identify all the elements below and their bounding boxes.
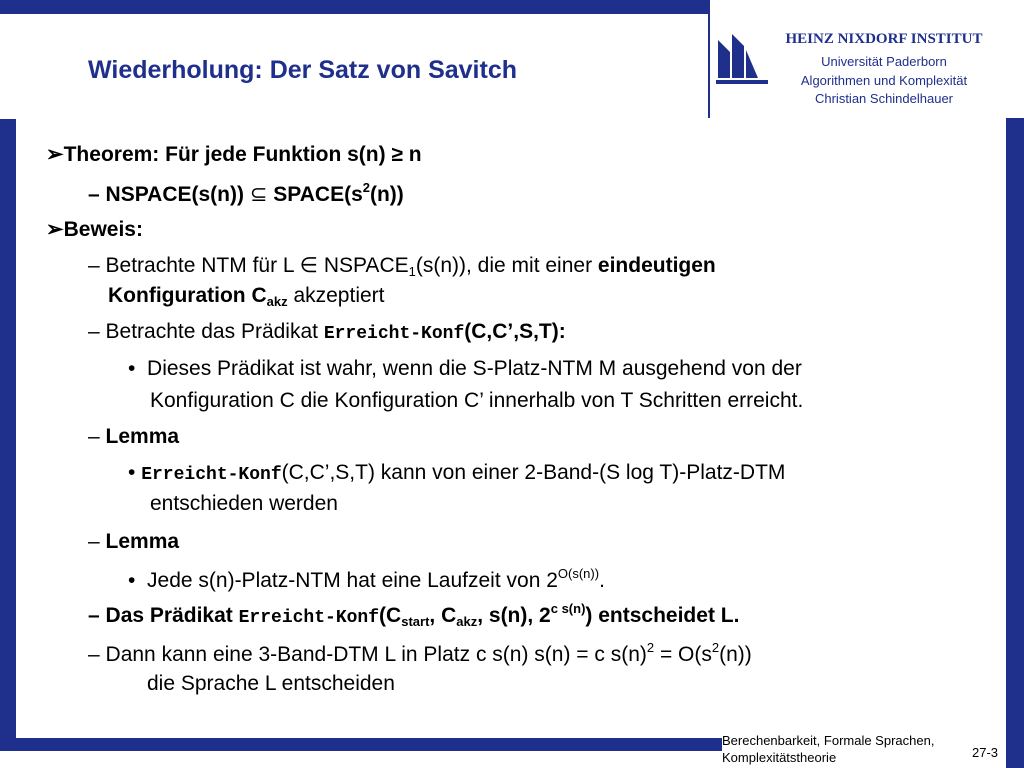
theorem-line: ➢Theorem: Für jede Funktion s(n) ≥ n xyxy=(46,143,422,166)
bottom-accent-bar xyxy=(0,738,722,751)
predicate-decides-line: – Das Prädikat Erreicht-$Konf(C_{start}$, $C_{akz}$, s(n), $2^{c s(n)}$) entscheidet L. xyxy=(88,601,740,629)
institute-author: Christian Schindelhauer xyxy=(814,91,954,106)
institute-group: Algorithmen und Komplexität xyxy=(800,73,968,88)
proof-step-ntm: – Betrachte NTM für L ∈ $NSPACE_1(s(n))$, die mit einer eindeutigen xyxy=(88,254,716,279)
theorem-statement: – NSPACE(s(n)) ⊆ $SPACE(s^2(n))$ xyxy=(88,180,404,206)
page-number: 27-3 xyxy=(972,745,999,760)
slide-title: Wiederholung: Der Satz von Savitch xyxy=(88,56,518,84)
dot-bullet-icon: • xyxy=(128,461,136,484)
lemma-heading-1: – Lemma xyxy=(88,425,180,448)
lemma-heading-2: – Lemma xyxy=(88,530,180,553)
lemma-1-text: • Erreicht-Konf(C,C’,S,T) kann von einer 2-Band-(S log T)-Platz-DTM xyxy=(128,461,786,485)
dot-bullet-icon: • xyxy=(128,569,136,592)
proof-heading: ➢Beweis: xyxy=(46,218,143,241)
proof-step-ntm-cont: Konfiguration $C_{akz}$ akzeptiert xyxy=(108,284,385,309)
top-accent-bar xyxy=(0,0,708,14)
predicate-explanation-cont: Konfiguration C die Konfiguration C’ innerhalb von T Schritten erreicht. xyxy=(150,389,804,412)
predicate-explanation: • Dieses Prädikat ist wahr, wenn die S-Platz-NTM M ausgehend von der xyxy=(128,357,802,380)
arrow-bullet-icon: ➢ xyxy=(46,143,64,166)
right-accent-bar xyxy=(1006,118,1024,768)
institute-logo-icon xyxy=(714,30,770,86)
institute-university: Universität Paderborn xyxy=(821,54,947,69)
lemma-2-text: • Jede s(n)-Platz-NTM hat eine Laufzeit von $2^{O(s(n))}$. xyxy=(128,566,605,592)
conclusion-line: – Dann kann eine 3-Band-DTM L in Platz c s(n) s(n) = c $s(n)^2 = O(s^2(n))$ xyxy=(88,640,752,666)
arrow-bullet-icon: ➢ xyxy=(46,218,64,241)
proof-step-predicate: – Betrachte das Prädikat Erreicht-Konf(C,C’,S,T): xyxy=(88,320,566,344)
dot-bullet-icon: • xyxy=(128,357,136,380)
conclusion-line-cont: die Sprache L entscheiden xyxy=(147,672,395,695)
footer-course: Berechenbarkeit, Formale Sprachen, Komplexitätstheorie xyxy=(722,733,935,765)
left-accent-bar xyxy=(0,119,16,739)
institute-name: HEINZ NIXDORF INSTITUT xyxy=(785,31,983,47)
lemma-1-text-cont: entschieden werden xyxy=(150,492,338,515)
